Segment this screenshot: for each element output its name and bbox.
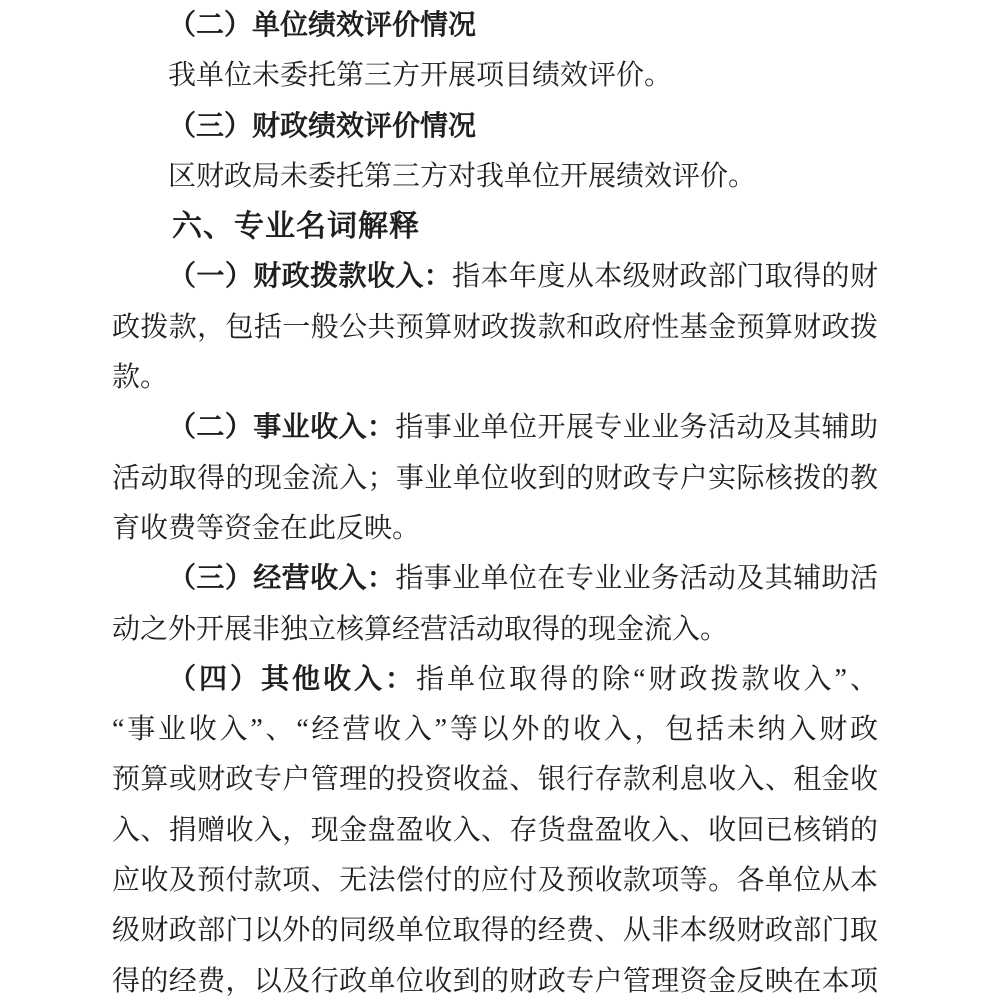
heading-fiscal-performance-evaluation: [112, 102, 878, 152]
body-text-run: 我单位未委托第三方开展项目绩效评价。: [168, 60, 673, 92]
bold-term-text: （三）财政绩效评价情况: [168, 110, 477, 142]
para-other-income-line-6: [112, 906, 878, 956]
para-operational-income-line-2: [112, 454, 878, 504]
body-text-run: 应收及预付款项、无法偿付的应付及预收款项等。各单位从本: [112, 865, 878, 897]
para-other-income-line-2: [112, 705, 878, 755]
para-fiscal-appropriation-income-line-3: [112, 353, 878, 403]
para-fiscal-appropriation-income-line-2: [112, 303, 878, 353]
heading-unit-performance-evaluation: [112, 1, 878, 51]
para-business-income-line-1: [112, 554, 878, 604]
body-text-run: 政拨款，包括一般公共预算财政拨款和政府性基金预算财政拨: [112, 311, 878, 343]
para-other-income-line-1: [112, 655, 878, 705]
body-text-run: “事业收入”、“经营收入”等以外的收入，包括未纳入财政: [112, 714, 878, 746]
para-other-income-line-3: [112, 755, 878, 805]
body-text-run: 入、捐赠收入，现金盘盈收入、存货盘盈收入、收回已核销的: [112, 814, 878, 846]
body-text-run: 活动取得的现金流入；事业单位收到的财政专户实际核拨的教: [112, 462, 878, 494]
body-text-run: 动之外开展非独立核算经营活动取得的现金流入。: [112, 613, 729, 645]
para-unit-no-third-party: [112, 51, 878, 101]
body-text-run: 预算或财政专户管理的投资收益、银行存款利息收入、租金收: [112, 764, 878, 796]
bold-term-text: （二）单位绩效评价情况: [168, 10, 477, 41]
para-operational-income-line-3: [112, 504, 878, 554]
bold-term-text: 六、专业名词解释: [172, 210, 420, 244]
para-other-income-line-4: [112, 806, 878, 856]
body-text-run: 指事业单位开展专业业务活动及其辅助: [395, 412, 878, 444]
bold-term-text: （二）事业收入：: [168, 412, 396, 444]
heading-terminology: [112, 202, 878, 252]
body-text-run: 区财政局未委托第三方对我单位开展绩效评价。: [168, 160, 757, 192]
body-text-run: 款。: [112, 362, 169, 394]
body-text-run: 得的经费，以及行政单位收到的财政专户管理资金反映在本项: [112, 965, 878, 997]
body-text-run: 指单位取得的除“财政拨款收入”、: [416, 663, 878, 695]
bold-term-text: （三）经营收入：: [168, 563, 396, 595]
body-text-run: 级财政部门以外的同级单位取得的经费、从非本级财政部门取: [112, 915, 878, 947]
para-business-income-line-2: [112, 605, 878, 655]
para-operational-income-line-1: [112, 403, 878, 453]
document-content: [112, 1, 878, 1007]
bold-term-text: （四）其他收入：: [168, 663, 417, 695]
body-text-run: 指本年度从本级财政部门取得的财: [452, 261, 878, 293]
para-fiscal-no-third-party: [112, 152, 878, 202]
body-text-run: 育收费等资金在此反映。: [112, 512, 421, 544]
bold-term-text: （一）财政拨款收入：: [168, 261, 453, 293]
para-other-income-line-5: [112, 856, 878, 906]
para-other-income-line-7: [112, 957, 878, 1007]
para-fiscal-appropriation-income-line-1: [112, 252, 878, 302]
body-text-run: 指事业单位在专业业务活动及其辅助活: [395, 563, 878, 595]
